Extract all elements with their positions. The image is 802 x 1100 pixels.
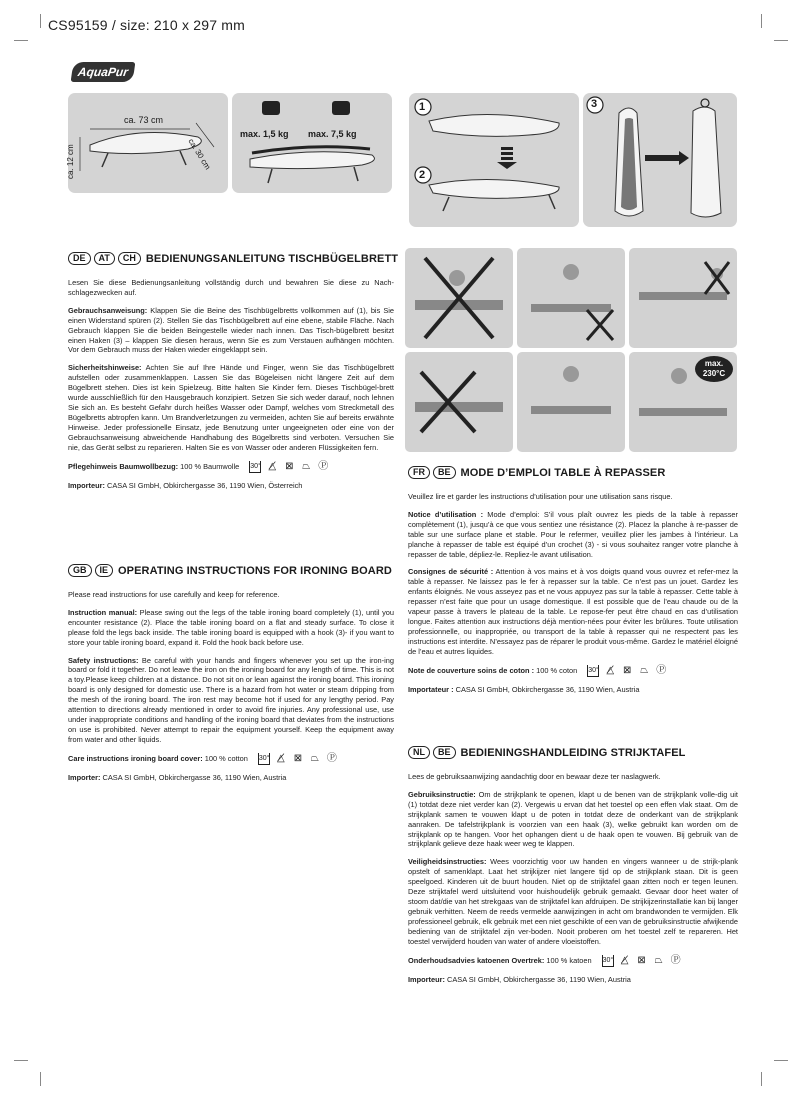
care-line: Onderhoudsadvies katoenen Overtrek: 100 % katoen 30° △̸ ⊠ ⏢ Ⓟ [408,954,681,966]
pictogram-no-children [629,248,737,348]
safety-paragraph: Veiligheidsinstructies: Wees voorzichtig voor uw handen en vingers wanneer u de strijk-plank opstelt of samenklapt. Laat het strijkijzer niet langere tijd op de strijkplank staan. Dit is geen speelgoed. Kinderen uit de buurt houden. Niet op de strijktafel gaan zitten noch er tegen leunen. Deze strijktafel werd uitsluitend voor huishoudelijk gebruik gemaakt. Gevaar door heet water of stoom dat/die van het strekgaas van de strijktafel kan afdruipen. De strijkijzerinstallatie kan bij langer gebruik verhitten. Neem de reeds vermelde aanwijzingen in acht om brandwonden te vermijden. Elk professioneel gebruik, elk gebruik met een niet geschikte of een van de gebruiksinstructie afwijkende bediening van de strijktafel zijn ver-boden. Nooit proberen om het toestel zelf te repareren. Het toestel verwijderd houden van water of andere vloeistoffen. [408,857,738,946]
intro-text: Lees de gebruiksaanwijzing aandachtig door en bewaar deze ter naslagwerk. [408,772,661,781]
dimension-width-label: ca. 30 cm [186,137,213,172]
section-title-fr [408,466,665,479]
country-badge: DE [68,252,91,265]
crop-mark [761,1072,762,1086]
iron-icon: ⏢ [302,460,311,472]
care-symbols [587,665,667,677]
step-3-number: 3 [591,98,598,110]
usage-paragraph: Gebruiksinstructie: Om de strijkplank te openen, klapt u de benen van de strijkplank volle-dig uit (1) totdat deze niet verder kan (2). Vergewis u ervan dat het toestel op een effen vlak staat. Om de strijkplank samen te vouwen klapt u de poten in totdat deze de onderkant van de strijkplank aanraken. De tafelstrijkplank is voorzien van een haak (3), welke gebruikt kan worden om de strijkplank op te hangen. Voor het ophangen dient u de haak open te vouwen. Bij gebruik van de strijkplank gelieve deze haak weer weg te klappen. [408,789,738,849]
pictogram-max-temperature [629,352,737,452]
importer-line: Importeur: CASA SI GmbH, Obkirchergasse 36, 1190 Wien, Austria [408,974,631,984]
weight-label-1: max. 1,5 kg [240,129,289,139]
crop-mark [761,14,762,28]
section-heading: MODE D’EMPLOI TABLE À REPASSER [460,466,666,479]
step-2-number: 2 [419,169,426,181]
crop-mark [40,14,41,28]
brand-logo: AquaPur [71,62,136,82]
professional-cleaning-icon: Ⓟ [318,460,329,472]
section-title-de [68,252,398,265]
no-tumble-dry-icon: ⊠ [285,460,294,472]
crop-mark [14,40,28,41]
weight-label-2: max. 7,5 kg [308,129,357,139]
intro-text: Lesen Sie diese Bedienungsanleitung vollständig durch und bewahren Sie diese zu Nach-schlagezwecken auf. [68,278,394,297]
pictogram-no-sitting [405,248,513,348]
importer-line: Importeur: CASA SI GmbH, Obkirchergasse 36, 1190 Wien, Österreich [68,480,303,490]
country-badge: IE [95,564,114,577]
setup-steps-illustration [409,93,579,227]
ironing-board-dimensions-illustration [68,93,228,193]
crop-mark [40,1072,41,1086]
iron-icon: ⏢ [310,752,319,764]
section-title-gb [68,564,392,577]
no-bleach-icon: △̸ [620,954,629,966]
no-bleach-icon: △̸ [277,752,285,764]
section-body-nl [408,772,738,992]
hook-step-figure [583,93,737,227]
wash-30-icon: 30° [587,665,599,677]
no-tumble-dry-icon: ⊠ [637,954,646,966]
intro-text: Veuillez lire et garder les instructions d’utilisation pour une utilisation sans risque. [408,492,673,501]
professional-cleaning-icon: Ⓟ [326,752,337,764]
importer-line: Importateur : CASA SI GmbH, Obkirchergasse 36, 1190 Wien, Austria [408,684,640,694]
usage-paragraph: Notice d’utilisation : Mode d’emploi: S’il vous plaît ouvrez les pieds de la table à repasser complètement (1), jusqu’à ce que vous sentiez une résistance (2). Placez la planche à re-passer de table sur une surface plane et stable. Pour le refermer, veuillez plier les jambes à l’intérieur. La planche à repasser de table est équipé d’un crochet (3) - si vous souhaitez ranger votre planche à repasser de table, dépliez-le. Repliez-le avant utilisation. [408,509,739,559]
country-badge: CH [118,252,141,265]
usage-paragraph: Gebrauchsanweisung: Klappen Sie die Beine des Tischbügelbretts vollkommen auf (1), bis Sie einen Widerstand spüren (2). Stellen Sie das Tischbügelbrett auf eine ebene, stabile Fläche. Nach Gebrauch klappen Sie die beiden Beingestelle wieder nach innen. Das Tisch-bügelbrett besitzt einen Haken (3) – klappen Sie diesen heraus, wenn Sie es zum Verstauen aufhängen möchten. Vor dem Gebrauch muss der Haken wieder eingeklappt sein. [68,305,394,355]
hook-step-illustration [583,93,737,227]
safety-pictogram-grid [405,248,737,452]
safety-paragraph: Sicherheitshinweise: Achten Sie auf Ihre Hände und Finger, wenn Sie das Tischbügelbrett aufstellen oder zusammenklappen. Lassen Sie das Bügeleisen nicht längere Zeit auf dem Bügelbrett stehen. Dies ist kein Spielzeug. Bitte halten Sie Kinder fern. Dieses Tischbügel-brett wurde ausschließlich für den Hausgebrauch konzipiert. Setzen Sie sich weder darauf, noch lehnen Sie sich an. Es besteht Gefahr durch heißes Wasser oder Dampf, welches vom Streckmetall des Bügelbretts abtropfen kann. Um Brandverletzungen zu vermeiden, achten Sie auf bereits erwähnte Hinweise. Jeder professionelle Einsatz, jede Benutzung unter ungeeigneten oder eine von der Gebrauchsanweisung abweichende Handhabung des Bügelbretts sind verboten. Versuchen Sie nie, das Gerät selbst zu reparieren. Halten Sie es von Wasser oder anderen Flüssigkeiten fern. [68,363,394,452]
wash-30-icon: 30° [602,955,614,967]
care-symbols [258,753,338,765]
iron-icon: ⏢ [654,954,663,966]
max-temperature-badge: max. 230°C [695,356,733,382]
no-tumble-dry-icon: ⊠ [623,664,632,676]
dimension-height-label: ca. 12 cm [66,144,75,179]
country-badge: GB [68,564,92,577]
safety-paragraph: Safety instructions: Be careful with your hands and fingers whenever you set up the iron-ing board or fold it together. Do not leave the iron on the ironing board for any length of time. This is not a toy.Please keep children at a distance. Do not sit on or lean against the ironing board. This ironing board is only designed for domestic use. There is a hazard from hot water or steam dripping from the mesh of the ironing board. The iron rest may become hot if used for any lengthy period. Pay attention to directions already mentioned in order to avoid fire injuries. Any professional use, use under inappropriate conditions and handling of the ironing board that deviates from the instructions on use is prohibited. Never attempt to repair the equipment yourself. Keep the equipment away from water and other liquids. [68,655,394,744]
country-badge: FR [408,466,430,479]
care-symbols [249,461,329,473]
weights-illustration [232,93,392,193]
care-line: Pflegehinweis Baumwollbezug: 100 % Baumwolle 30° △̸ ⊠ ⏢ Ⓟ [68,460,329,472]
crop-mark [774,1060,788,1061]
crop-mark [774,40,788,41]
section-heading: BEDIENUNGSANLEITUNG TISCHBÜGELBRETT [145,252,399,265]
care-line: Care instructions ironing board cover: 100 % cotton 30° △̸ ⊠ ⏢ Ⓟ [68,752,337,764]
country-badge: AT [94,252,115,265]
care-line: Note de couverture soins de coton : 100 % coton 30° △̸ ⊠ ⏢ Ⓟ [408,664,667,676]
country-badge: BE [433,466,456,479]
professional-cleaning-icon: Ⓟ [670,954,681,966]
no-bleach-icon: △̸ [606,664,615,676]
dimensions-figure [68,93,228,193]
wash-30-icon: 30° [258,753,270,765]
section-heading: BEDIENINGSHANDLEIDING STRIJKTAFEL [460,746,686,759]
section-body-gb [68,590,394,791]
usage-paragraph: Instruction manual: Please swing out the legs of the table ironing board completely (1), until you encounter resistance (2). Place the table ironing board on a flat and steady surface. To close it please fold the legs back inside. The table ironing board is equipped with a hook (3)- if you want to store your table ironing board, expand it. Fold the hook back before use. [68,607,394,647]
country-badge: BE [433,746,456,759]
section-body-de [68,278,394,498]
crop-mark [14,1060,28,1061]
pictogram-no-folding-hands [405,352,513,452]
professional-cleaning-icon: Ⓟ [656,664,667,676]
wash-30-icon: 30° [249,461,261,473]
section-title-nl [408,746,685,759]
section-body-fr [408,492,738,703]
no-bleach-icon: △̸ [268,460,277,472]
step-1-number: 1 [419,101,426,113]
document-code: CS95159 / size: 210 x 297 mm [48,17,246,33]
dimension-length-label: ca. 73 cm [124,115,164,125]
intro-text: Please read instructions for use carefully and keep for reference. [68,590,280,599]
setup-steps-figure [409,93,579,227]
weights-figure [232,93,392,193]
importer-line: Importer: CASA SI GmbH, Obkirchergasse 36, 1190 Wien, Austria [68,772,287,782]
pictogram-ironing [517,352,625,452]
pictogram-correct-use [517,248,625,348]
iron-icon: ⏢ [640,664,649,676]
country-badge: NL [408,746,430,759]
care-symbols [602,955,682,967]
safety-paragraph: Consignes de sécurité : Attention à vos mains et à vos doigts quand vous ouvrez et refer-mez la table à repasser. Ne laissez pas le fer à repasser sur la table. Ce n’est pas un jouet. Gardez les enfants éloignés. Ne vous asseyez pas et ne vous appuyez pas sur la table à repasser. Cette table à repasser n’est faite que pour un usage domestique. Il est possible que de l’eau chaude ou de la vapeur passe à travers le plateau de la table. Le repose-fer peut être chaud en cas d’utilisation longue. Faites attention aux instructions déjà mention-nées pour éviter les brûlures. Toute utilisation professionnelle, ou inappropriée, ou transport de la table à repasser qui ne respectent pas les instructions est interdite. N’essayez pas de réparer le produit vous-même. Gardez le matériel éloigné de l’eau et autres liquides. [408,567,739,656]
section-heading: OPERATING INSTRUCTIONS FOR IRONING BOARD [118,564,392,577]
no-tumble-dry-icon: ⊠ [293,752,303,764]
